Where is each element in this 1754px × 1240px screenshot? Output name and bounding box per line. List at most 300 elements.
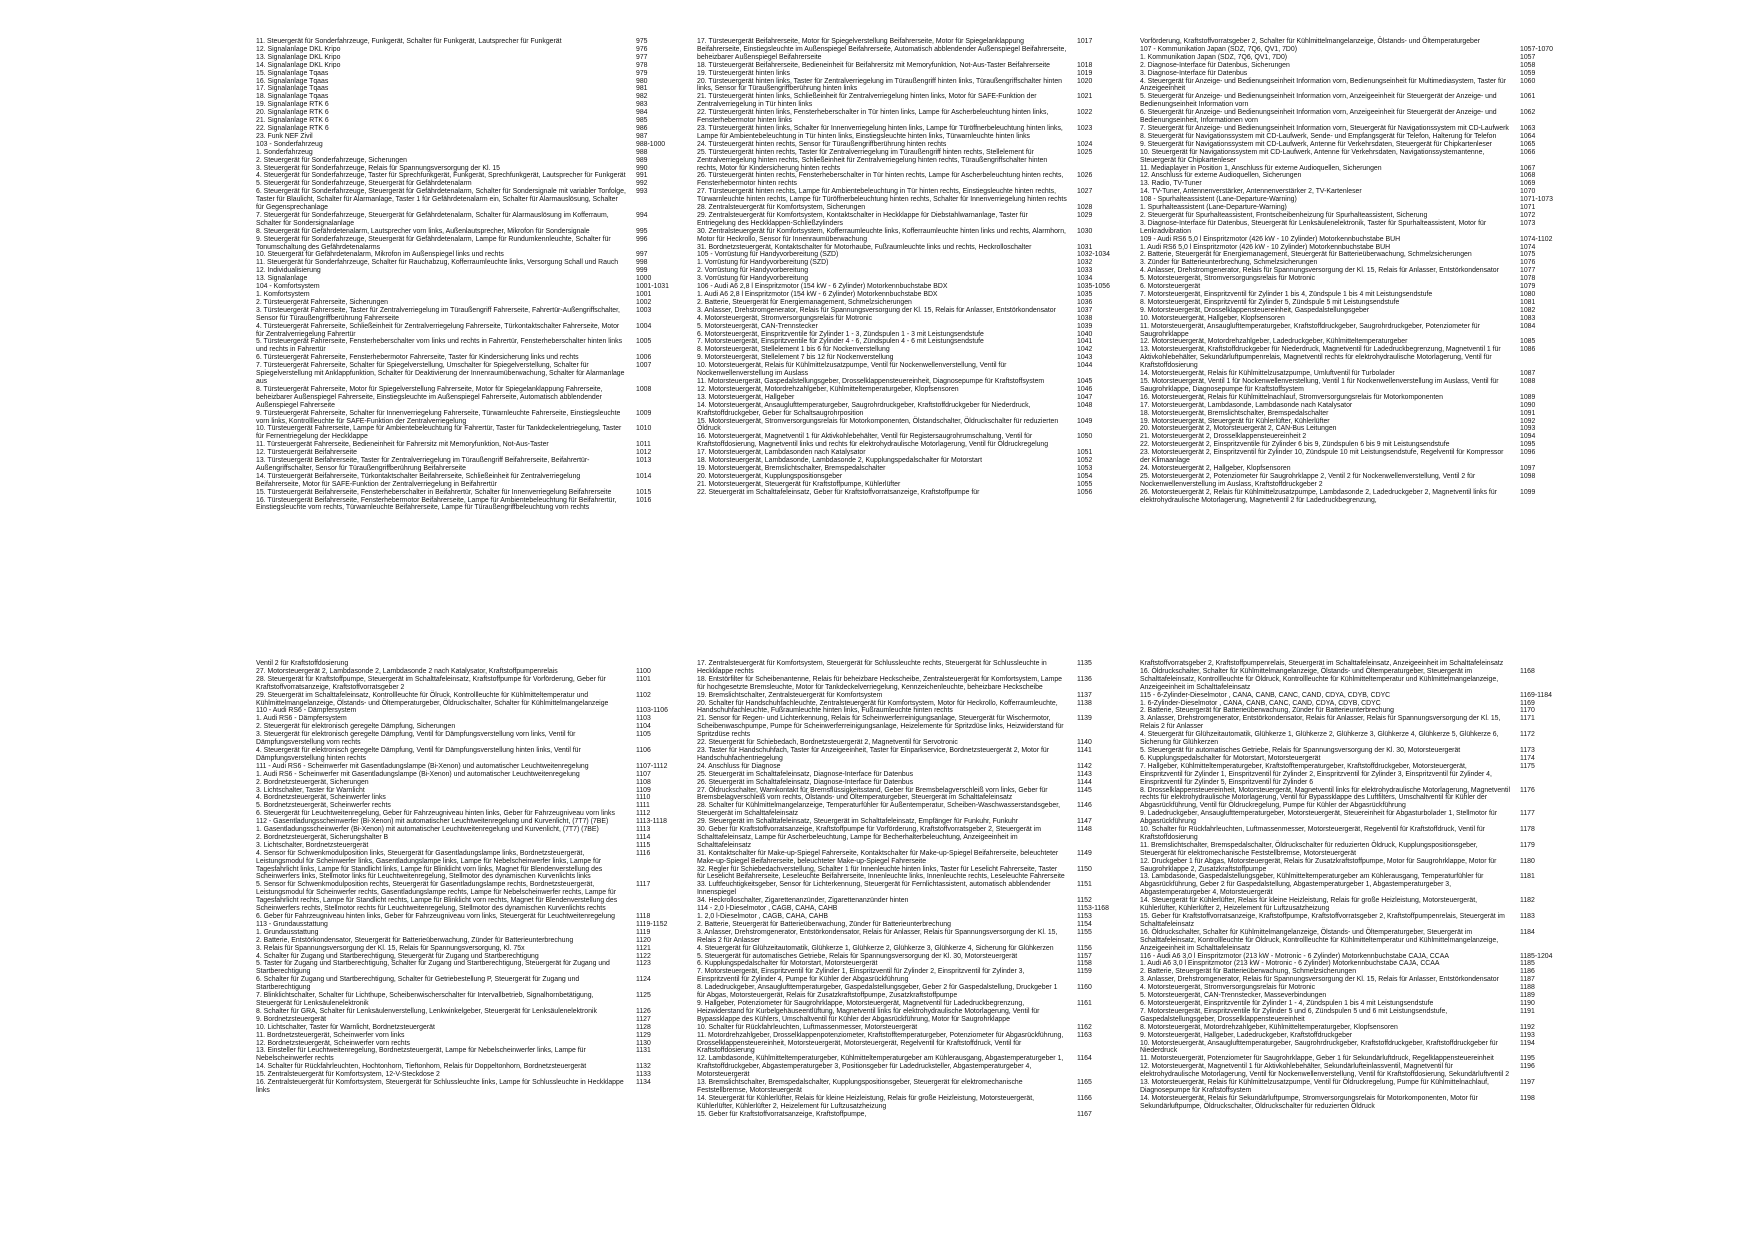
index-entry — [697, 78, 1177, 94]
index-entry — [256, 386, 736, 410]
index-entry — [256, 810, 736, 818]
entry-label: 106 - Audi A6 2,8 l Einspritzmotor (154 kW - 6 Zylinder) Motorkennbuchstabe BDX — [697, 283, 948, 291]
entry-page: 1166 — [1077, 1094, 1092, 1102]
entry-page: 1066 — [1520, 148, 1536, 156]
index-entry — [1140, 402, 1620, 410]
index-entry — [256, 188, 736, 212]
entry-label: 19. Signalanlage RTK 6 — [256, 101, 329, 109]
entry-page: 1190 — [1520, 999, 1535, 1007]
entry-page: 1198 — [1520, 1094, 1535, 1102]
entry-label: 2. Vorrüstung für Handyvorbereitung — [697, 267, 809, 275]
entry-page: 1177 — [1520, 810, 1535, 818]
entry-page: 1195 — [1520, 1055, 1535, 1063]
entry-label: 2. Diagnose-Interface für Datenbus, Sicherungen — [1140, 61, 1290, 69]
index-entry — [256, 133, 736, 141]
entry-label: 13. Radio, TV-Tuner — [1140, 180, 1202, 188]
entry-page: 1109 — [636, 786, 651, 794]
entry-label: 16. Zentralsteuergerät für Komfortsystem, Steuergerät für Schlussleuchte links, Lampe für Schlussleuchte in Heckklappe links — [256, 1079, 626, 1094]
entry-page: 1130 — [636, 1039, 651, 1047]
entry-page: 1050 — [1077, 433, 1093, 441]
index-entry — [256, 117, 736, 125]
index-column-2 — [697, 38, 1177, 497]
entry-label: 26. Steuergerät im Schalttafeleinsatz, Diagnose-Interface für Datenbus — [697, 778, 914, 786]
index-entry — [697, 291, 1177, 299]
entry-page: 1077 — [1520, 267, 1536, 275]
entry-page: 1145 — [1077, 786, 1092, 794]
index-entry — [256, 913, 736, 921]
index-entry — [697, 739, 1177, 747]
entry-label: 11. Motorsteuergerät, Potenziometer für Saugrohrklappe, Geber 1 für Sekundärluftdruck, Regelklappensteuereinheit — [1140, 1055, 1494, 1063]
entry-label: 24. Türsteuergerät hinten rechts, Sensor für Türaußengriffberührung hinten rechts — [697, 140, 947, 148]
index-entry — [697, 465, 1177, 473]
entry-label: 2. Steuergerät für Sonderfahrzeuge, Sicherungen — [256, 156, 407, 164]
index-entry — [256, 101, 736, 109]
index-entry — [256, 1024, 736, 1032]
entry-page: 1159 — [1077, 968, 1092, 976]
index-entry — [256, 787, 736, 795]
entry-page: 1112 — [636, 810, 651, 818]
entry-page: 1080 — [1520, 291, 1536, 298]
entry-label: 8. Motorsteuergerät, Motordrehzahlgeber, Kühlmitteltemperaturgeber, Klopfsensoren — [1140, 1023, 1398, 1031]
index-entry — [697, 1095, 1177, 1111]
index-entry — [1140, 212, 1620, 220]
entry-label: 11. Bordnetzsteuergerät, Scheinwerfer vorn links — [256, 1031, 405, 1039]
entry-label: 22. Steuergerät für Schiebedach, Bordnetzsteuergerät 2, Magnetventil für Servotronic — [697, 739, 958, 747]
entry-label: 9. Ladedruckgeber, Ansauglufttemperaturgeber, Motorsteuergerät, Steuereinheit für Abgasturbolader 1, Stellmotor für Abgasrückführung — [1140, 810, 1499, 826]
entry-page: 1089 — [1520, 393, 1536, 401]
index-entry — [256, 251, 736, 259]
entry-page: 1187 — [1520, 976, 1535, 984]
entry-page: 1143 — [1077, 770, 1092, 778]
index-entry — [697, 62, 1177, 70]
entry-label: 1. 2,0 l-Dieselmotor , CAGB, CAHA, CAHB — [697, 913, 828, 920]
entry-label: 3. Lichtschalter, Bordnetzsteuergerät — [256, 841, 369, 849]
entry-label: 4. Türsteuergerät Fahrerseite, Schließeinheit für Zentralverriegelung Fahrerseite, Türkontaktschalter Fahrerseite, Motor für Zentralverriegelung Fahrertür — [256, 322, 622, 338]
index-entry — [256, 323, 736, 339]
entry-label: 15. Geber für Kraftstoffvorratsanzeige, Kraftstoffpumpe, — [697, 1110, 867, 1118]
entry-page: 996 — [636, 235, 648, 243]
entry-label: 13. Motorsteuergerät, Hallgeber — [697, 393, 795, 401]
entry-page: 1179 — [1520, 841, 1535, 849]
entry-page: 1031 — [1077, 243, 1093, 251]
entry-page: 1032 — [1077, 259, 1093, 267]
entry-label: 22. Steuergerät im Schalttafeleinsatz, Geber für Kraftstoffvorratsanzeige, Kraftstoffpumpe für — [697, 488, 980, 496]
entry-page: 1113-1118 — [636, 818, 667, 826]
entry-label: 18. Signalanlage Tqaas — [256, 93, 329, 101]
entry-page: 1133 — [636, 1071, 651, 1079]
index-entry — [1140, 858, 1620, 874]
index-entry — [697, 763, 1177, 771]
entry-page: 1035 — [1077, 291, 1093, 298]
index-entry — [697, 818, 1177, 826]
entry-label: 7. Hallgeber, Kühlmitteltemperaturgeber, Kraftstofftemperaturgeber, Kraftstoffdruckgeber, Motorsteuergerät, Einspritzventil für Zylinder 1, Einspritzventil für Zylinder 2, Einspritzventil für Zylinder 3, Einspritzventil für Zylinder 4, Einspritzventil für Zylinder 5, Einspritzventil für Zylinder 6 — [1140, 762, 1494, 786]
entry-label: 20. Motorsteuergerät 2, Motorsteuergerät 2, CAN-Bus Leitungen — [1140, 425, 1337, 433]
index-entry — [1140, 418, 1620, 426]
index-entry — [1140, 370, 1620, 378]
index-entry — [256, 1032, 736, 1040]
entry-page — [1510, 38, 1600, 46]
index-entry — [1140, 489, 1620, 505]
entry-label: 18. Türsteuergerät Beifahrerseite, Bedieneinheit für Beifahrersitz mit Memoryfunktion, Not-Aus-Taster Beifahrerseite — [697, 61, 1050, 69]
index-entry — [256, 283, 736, 291]
index-entry — [697, 323, 1177, 331]
entry-page: 1086 — [1520, 346, 1536, 354]
entry-label: 6. Steuergerät für Sonderfahrzeuge, Steuergerät für Gefährdetenalarm, Schalter für Sondersignale mit variabler Tonfolge, Taster für Blaulicht, Schalter für Alarmanlage, Taster 1 für Gefährdetenalarm ein, Schalter für Alarmauslösung, Schalter für Gegensprechanlage — [256, 188, 628, 212]
entry-label: 104 - Komfortsystem — [256, 283, 320, 291]
entry-label: 12. Türsteuergerät Beifahrerseite — [256, 449, 357, 457]
entry-label: 15. Motorsteuergerät, Stromversorgungsrelais für Motorkomponenten, Ölstandschalter, Öldruckschalter für reduzierten Öldruck — [697, 417, 1061, 433]
entry-page: 1040 — [1077, 330, 1093, 338]
entry-page: 988-1000 — [636, 140, 666, 148]
index-entry — [1140, 787, 1620, 811]
entry-label: 17. Motorsteuergerät, Lambdasonde, Lambdasonde nach Katalysator — [1140, 401, 1353, 409]
entry-label: 13. Motorsteuergerät, Kraftstoffdruckgeber für Niederdruck, Magnetventil für Ladedruckbegrenzung, Magnetventil 1 für Aktivkohlebehälter, Sekundärluftpumpenrelais, Magnetventil rechts für elektrohydraulische Motorlagerung, Ventil für Kraftstoffdosierung — [1140, 346, 1503, 370]
entry-label: 28. Zentralsteuergerät für Komfortsystem, Sicherungen — [697, 204, 866, 212]
entry-page: 1196 — [1520, 1063, 1535, 1071]
index-entry — [697, 354, 1177, 362]
entry-label: 21. Türsteuergerät hinten links, Schließeinheit für Zentralverriegelung hinten links, Motor für SAFE-Funktion der Zentralverriegelung in Tür hinten links — [697, 93, 1039, 109]
index-entry — [256, 794, 736, 802]
entry-label: 10. Steuergerät für Navigationssystem mit CD-Laufwerk, Antenne für Verkehrsdaten, Navigationssystemantenne, Steuergerät für Chipkartenleser — [1140, 148, 1487, 164]
entry-page: 1009 — [636, 409, 652, 417]
index-entry — [256, 307, 736, 323]
entry-page: 1108 — [636, 778, 651, 786]
entry-label: 29. Steuergerät im Schalttafeleinsatz, Steuergerät im Schalttafeleinsatz, Empfänger für Funkuhr, Funkuhr — [697, 818, 1018, 826]
entry-label: 33. Luftfeuchtigkeitsgeber, Sensor für Lichterkennung, Steuergerät für Fernlichtassistent, automatisch abblendender Innenspiegel — [697, 881, 1053, 897]
entry-label: 2. Steuergerät für elektronisch geregelte Dämpfung, Sicherungen — [256, 723, 456, 731]
entry-label: 8. Ladedruckgeber, Ansauglufttemperaturgeber, Gaspedalstellungsgeber, Geber 2 für Gaspedalstellung, Druckgeber 1 für Abgas, Motorsteuergerät, Relais für Zusatzkraftstoffpumpe, Zusatzkraftstoffpumpe — [697, 984, 1060, 1000]
index-entry — [697, 346, 1177, 354]
index-entry — [1140, 425, 1620, 433]
index-entry — [697, 141, 1177, 149]
index-entry — [1140, 731, 1620, 747]
index-entry — [1140, 1024, 1620, 1032]
entry-page: 1101 — [636, 675, 651, 683]
index-entry — [697, 1000, 1177, 1024]
entry-label: 4. Anlasser, Drehstromgenerator, Relais für Spannungsversorgung der Kl. 15, Relais für Anlasser, Entstörkondensator — [1140, 267, 1499, 275]
entry-label: 26. Motorsteuergerät 2, Relais für Kühlmittelzusatzpumpe, Lambdasonde 2, Ladedruckgeber 2, Magnetventil links für elektrohydraulische Motorlagerung, Magnetventil 2 für Ladedruckbegrenzung, — [1140, 488, 1499, 504]
entry-label: 32. Regler für Schiebedachverstellung, Schalter 1 für Innenleuchte hinten links, Taster für Leselicht Fahrerseite, Taster für Leselicht Beifahrerseite, Leseleuchte Beifahrerseite, Innenleuchte links, Innenleuchte rechts, Leseleuchte Fahrerseite — [697, 865, 1065, 881]
entry-label: 7. Motorsteuergerät, Einspritzventile für Zylinder 5 und 6, Zündspulen 5 und 6 mit Leistungsendstufe, Gaspedalstellungsgeber, Drosselklappensteuereinheit — [1140, 1007, 1450, 1023]
entry-label: 24. Motorsteuergerät 2, Hallgeber, Klopfsensoren — [1140, 464, 1291, 472]
entry-page: 1041 — [1077, 338, 1093, 346]
entry-page: 1078 — [1520, 275, 1536, 283]
entry-label: 11. Motorsteuergerät, Gaspedalstellungsgeber, Drosselklappensteuereinheit, Diagnosepumpe für Kraftstoffsystem — [697, 377, 1045, 385]
entry-page: 1011 — [636, 441, 651, 449]
index-entry — [1140, 315, 1620, 323]
entry-page: 1176 — [1520, 786, 1535, 794]
index-entry — [1140, 449, 1620, 465]
entry-page: 1033 — [1077, 267, 1093, 275]
index-entry — [697, 929, 1177, 945]
index-entry — [1140, 378, 1620, 394]
entry-label: 4. Steuergerät für Anzeige- und Bedienungseinheit Information vorn, Bedienungseinheit für Multimediasystem, Taster für Anzeigeeinheit — [1140, 77, 1508, 93]
entry-page: 998 — [636, 259, 648, 267]
index-entry — [256, 299, 736, 307]
index-entry — [697, 433, 1177, 449]
index-entry — [697, 394, 1177, 402]
index-entry — [256, 937, 736, 945]
entry-page: 1094 — [1520, 433, 1536, 441]
index-entry — [697, 386, 1177, 394]
entry-page: 981 — [636, 85, 648, 93]
entry-label: 109 - Audi RS6 5,0 l Einspritzmotor (426 kW - 10 Zylinder) Motorkennbuchstabe BUH — [1140, 235, 1401, 243]
index-entry — [256, 771, 736, 779]
entry-page: 1113 — [636, 826, 651, 834]
entry-label: 9. Steuergerät für Sonderfahrzeuge, Steuergerät für Gefährdetenalarm, Lampe für Rundumkennleuchte, Schalter für Tonumschaltung des Gefährdetenalarms — [256, 235, 613, 251]
entry-page: 986 — [636, 124, 648, 132]
entry-label: 8. Schalter für GRA, Schalter für Lenksäulenverstellung, Lenkwinkelgeber, Steuergerät für Lenksäulenelektronik — [256, 1007, 597, 1015]
entry-page: 1053 — [1077, 464, 1093, 472]
index-entry — [697, 449, 1177, 457]
index-entry — [256, 715, 736, 723]
entry-page: 1194 — [1520, 1039, 1535, 1047]
index-entry — [256, 497, 736, 513]
entry-label: 18. Motorsteuergerät, Bremslichtschalter, Bremspedalschalter — [1140, 409, 1329, 417]
index-entry — [1140, 236, 1620, 244]
entry-label: 16. Türsteuergerät Beifahrerseite, Fensterhebermotor Beifahrerseite, Lampe für Ambientebeleuchtung für Beifahrertür, Einstiegsleuchte vorn rechts, Türwarnleuchte Beifahrerseite, Lampe für Türaußengriffbeleuchtung vorn rechts — [256, 496, 619, 512]
entry-page: 1120 — [636, 936, 651, 944]
entry-page: 1151 — [1077, 881, 1092, 889]
entry-page: 990 — [636, 164, 648, 172]
index-entry — [256, 676, 736, 692]
entry-label: 2. Bordnetzsteuergerät, Sicherungshalter B — [256, 833, 389, 841]
entry-page: 1044 — [1077, 362, 1093, 370]
entry-page: 1082 — [1520, 306, 1536, 314]
entry-label: 6. Steuergerät für Anzeige- und Bedienungseinheit Information vorn, Anzeigeeinheit für Steuergerät der Anzeige- und Bedienungseinheit, Informationen vorn — [1140, 109, 1499, 125]
entry-page: 1128 — [636, 1023, 651, 1031]
entry-page: 978 — [636, 61, 648, 69]
entry-page: 1119 — [636, 928, 651, 936]
entry-page: 1149 — [1077, 849, 1092, 857]
entry-label: 23. Taster für Handschuhfach, Taster für Anzeigeeinheit, Taster für Einparkservice, Bordnetzsteuergerät 2, Motor für Handschuhfachentriegelung — [697, 746, 1051, 762]
entry-label: 3. Diagnose-Interface für Datenbus — [1140, 69, 1248, 77]
entry-label: 3. Anlasser, Drehstromgenerator, Entstörkondensator, Relais für Anlasser, Relais für Spannungsversorgung der Kl. 15, Relais 2 für Anlasser — [1140, 715, 1503, 731]
entry-label: 9. Steuergerät für Navigationssystem mit CD-Laufwerk, Antenne für Verkehrsdaten, Steuergerät für Chipkartenleser — [1140, 140, 1492, 148]
index-entry — [1140, 473, 1620, 489]
entry-page: 1167 — [1077, 1110, 1092, 1118]
entry-page: 1073 — [1520, 219, 1536, 227]
entry-label: 14. Motorsteuergerät, Ansauglufttemperaturgeber, Saugrohrdruckgeber, Kraftstoffdruckgeber für Niederdruck, Kraftstoffdruckgeber, Geber für Schaltsaugrohrposition — [697, 401, 1033, 417]
entry-page: 1096 — [1520, 449, 1536, 457]
index-entry — [1140, 188, 1620, 196]
entry-label: 9. Motorsteuergerät, Hallgeber, Ladedruckgeber, Kraftstoffdruckgeber — [1140, 1031, 1353, 1039]
entry-page: 1064 — [1520, 132, 1536, 140]
entry-label: 11. Mediaplayer in Position 1, Anschluss für externe Audioquellen, Sicherungen — [1140, 164, 1382, 172]
entry-label: 116 - Audi A6 3,0 l Einspritzmotor (213 kW - Motronic - 6 Zylinder) Motorkennbuchstabe CAJA, CCAA — [1140, 952, 1449, 960]
index-entry — [697, 188, 1177, 204]
entry-page: 1054 — [1077, 472, 1093, 480]
entry-label: 10. Schalter für Rückfahrleuchten, Luftmassenmesser, Motorsteuergerät — [697, 1023, 918, 1031]
entry-page: 999 — [636, 267, 648, 275]
entry-label: 12. Signalanlage DKL Kripo — [256, 45, 341, 53]
index-entry — [697, 881, 1177, 897]
index-entry — [697, 315, 1177, 323]
entry-label: 1. Audi RS6 - Scheinwerfer mit Gasentladungslampe (Bi-Xenon) und automatischer Leuchtweitenregelung — [256, 770, 580, 778]
entry-label: 1. Audi A6 2,8 l Einspritzmotor (154 kW - 6 Zylinder) Motorkennbuchstabe BDX — [697, 291, 938, 298]
index-entry — [256, 802, 736, 810]
entry-page: 1021 — [1077, 93, 1093, 101]
entry-label: 14. TV-Tuner, Antennenverstärker, Antennenverstärker 2, TV-Kartenleser — [1140, 188, 1362, 196]
entry-page: 1144 — [1077, 778, 1092, 786]
index-entry — [1140, 54, 1620, 62]
index-entry — [1140, 70, 1620, 78]
index-entry — [256, 489, 736, 497]
entry-label: Vorförderung, Kraftstoffvorratsgeber 2, Schalter für Kühlmittelmangelanzeige, Ölstands- und Öltemperaturgeber — [1140, 38, 1480, 45]
index-entry — [1140, 267, 1620, 275]
index-entry — [1140, 93, 1620, 109]
entry-label: 14. Motorsteuergerät, Relais für Sekundärluftpumpe, Stromversorgungsrelais für Motorkomponenten, Motor für Sekundärluftpumpe, Öldruckschalter, Öldruckschalter für reduzierten Öldruck — [1140, 1094, 1480, 1110]
entry-page: 1153-1168 — [1077, 905, 1109, 913]
entry-label: 13. Signalanlage DKL Kripo — [256, 53, 341, 61]
index-entry — [697, 38, 1177, 62]
entry-label: 12. Druckgeber 1 für Abgas, Motorsteuergerät, Relais für Zusatzkraftstoffpumpe, Motor für Saugrohrklappe, Motor für Saugrohrklappe 2, Zusatzkraftstoffpumpe — [1140, 857, 1499, 873]
index-entry — [697, 473, 1177, 481]
entry-label: 23. Türsteuergerät hinten links, Schalter für Innenverriegelung hinten links, Lampe für Türöffnerbeleuchtung hinten links, Lampe für Ambientebeleuchtung in Tür hinten links, Einstiegsleuchte hinten links, Türwarnleuchte hinten links — [697, 124, 1065, 140]
index-entry — [1140, 1095, 1620, 1111]
entry-page: 1189 — [1520, 992, 1535, 1000]
entry-page: 1154 — [1077, 920, 1092, 928]
index-entry — [256, 921, 736, 929]
index-entry — [256, 172, 736, 180]
entry-label: 11. Motordrehzahlgeber, Drosselklappenpotenziometer, Kraftstofftemperaturgeber, Potenziometer für Abgasrückführung, Drosselklappensteuereinheit, Motorsteuergerät, Motorsteuergerät, Regelventil für Kraftstoffdruck, Ventil für Kraftstoffdosierung — [697, 1031, 1066, 1055]
entry-page: 1075 — [1520, 251, 1536, 259]
index-entry — [256, 779, 736, 787]
index-entry — [1140, 755, 1620, 763]
entry-page: 1114 — [636, 833, 651, 841]
index-entry — [1140, 196, 1620, 204]
entry-label: 2. Batterie, Steuergerät für Energiemanagement, Steuergerät für Batterieüberwachung, Schmelzsicherungen — [1140, 251, 1472, 259]
entry-page: 1175 — [1520, 762, 1535, 770]
entry-label: 12. Individualisierung — [256, 267, 321, 275]
entry-label: 18. Entstörfilter für Scheibenantenne, Relais für beheizbare Heckscheibe, Zentralsteuergerät für Komfortsystem, Lampe für hochgesetzte Bremsleuchte, Motor für Tankdeckelverriegelung, Kennzeichenleuchte, beheizbare Heckscheibe — [697, 675, 1064, 691]
entry-page: 1117 — [636, 881, 651, 889]
entry-page: 1162 — [1077, 1023, 1092, 1031]
entry-label: 34. Heckrolloschalter, Zigarettenanzünder, Zigarettenanzünder hinten — [697, 897, 909, 905]
entry-label: 15. Zentralsteuergerät für Komfortsystem, 12-V-Steckdose 2 — [256, 1071, 440, 1079]
index-entry — [256, 228, 736, 236]
entry-page: 1140 — [1077, 739, 1092, 747]
index-entry — [1140, 984, 1620, 992]
entry-page: 982 — [636, 93, 648, 101]
entry-page: 1056 — [1077, 488, 1093, 496]
index-entry — [697, 1079, 1177, 1095]
entry-page: 1197 — [1520, 1079, 1535, 1087]
entry-label: 11. Steuergerät für Sonderfahrzeuge, Schalter für Rauchabzug, Kofferraumleuchte links, Versorgung Schall und Rauch — [256, 259, 619, 267]
index-entry — [256, 1008, 736, 1016]
entry-page: 994 — [636, 211, 648, 219]
entry-label: 6. Türsteuergerät Fahrerseite, Fensterhebermotor Fahrerseite, Taster für Kindersicherung links und rechts — [256, 354, 579, 362]
index-entry — [1140, 251, 1620, 259]
entry-page: 1191 — [1520, 1007, 1535, 1015]
index-entry — [256, 125, 736, 133]
index-entry — [256, 449, 736, 457]
entry-label: 1. Vorrüstung für Handyvorbereitung (SZD) — [697, 259, 829, 267]
entry-page: 1185 — [1520, 960, 1535, 968]
entry-label: 1. Spurhalteassistent (Lane-Departure-Warning) — [1140, 204, 1287, 212]
index-entry — [256, 267, 736, 275]
entry-page: 1185-1204 — [1520, 952, 1553, 960]
entry-page: 1173 — [1520, 746, 1535, 754]
index-entry — [256, 660, 736, 668]
index-entry — [256, 291, 736, 299]
entry-label: 7. Motorsteuergerät, Einspritzventile für Zylinder 4 - 6, Zündspulen 4 - 6 mit Leistungsendstufe — [697, 338, 984, 346]
entry-label: 22. Motorsteuergerät 2, Einspritzventile für Zylinder 6 bis 9, Zündspulen 6 bis 9 mit Leistungsendstufe — [1140, 441, 1450, 449]
entry-label: 30. Zentralsteuergerät für Komfortsystem, Kofferraumleuchte links, Kofferraumleuchte hinten links und rechts, Alarmhorn, Motor für Heckrollo, Sensor für Innenraumüberwachung — [697, 227, 1068, 243]
index-entry — [1140, 291, 1620, 299]
entry-label: 17. Signalanlage Tqaas — [256, 85, 329, 93]
entry-label: 13. Bremslichtschalter, Bremspedalschalter, Kupplungspositionsgeber, Steuergerät für elektromechanische Feststellbremse, Motorsteuergerät — [697, 1079, 1025, 1094]
entry-page: 1005 — [636, 338, 652, 346]
entry-label: 4. Motorsteuergerät, Stromversorgungsrelais für Motronic — [1140, 984, 1316, 992]
index-entry — [1140, 323, 1620, 339]
entry-label: 31. Bordnetzsteuergerät, Kontaktschalter für Motorhaube, Fußraumleuchte links und rechts, Heckrolloschalter — [697, 243, 1032, 251]
entry-page: 1008 — [636, 385, 652, 393]
index-entry — [697, 921, 1177, 929]
index-entry — [697, 125, 1177, 141]
entry-label: 4. Steuergerät für Sonderfahrzeuge, Taster für Sprechfunkgerät, Funkgerät, Sprechfunkgerät, Lautsprecher für Funkgerät — [256, 172, 626, 180]
entry-page: 1165 — [1077, 1079, 1092, 1087]
index-entry — [1140, 149, 1620, 165]
entry-page: 1171 — [1520, 715, 1535, 723]
entry-page: 1084 — [1520, 322, 1536, 330]
entry-label: 7. Motorsteuergerät, Einspritzventil für Zylinder 1, Einspritzventil für Zylinder 2, Einspritzventil für Zylinder 3, Einspritzventil für Zylinder 4, Pumpe für Kühler der Abgasrückführung — [697, 968, 1027, 984]
entry-label: 14. Steuergerät für Kühlerlüfter, Relais für kleine Heizleistung, Relais für große Heizleistung, Motorsteuergerät, Kühlerlüfter, Kühlerlüfter 2, Heizelement für Luftzusatzheizung — [1140, 897, 1479, 913]
entry-label: 16. Öldruckschalter, Schalter für Kühlmittelmangelanzeige, Ölstands- und Öltemperaturgeber, Steuergerät im Schalttafeleinsatz, Kontrollleuchte für Öldruck, Kontrollleuchte für Kühlmitteltemperatur und Kühlmittelmangelanzeige, Anzeigeeinheit im Schalttafeleinsatz — [1140, 667, 1500, 691]
entry-label: 114 - 2,0 l-Dieselmotor , CAGB, CAHA, CAHB — [697, 905, 838, 913]
index-entry — [1140, 992, 1620, 1000]
entry-label: 20. Türsteuergerät hinten links, Taster für Zentralverriegelung im Türaußengriff hinten links, Türaußengriffschalter hinten links, Sensor für Türaußengriffberührung hinten links — [697, 77, 1064, 93]
entry-page: 1025 — [1077, 148, 1093, 156]
index-entry — [697, 149, 1177, 173]
index-entry — [256, 834, 736, 842]
entry-page: 1042 — [1077, 346, 1093, 354]
entry-label: 2. Steuergerät für Spurhalteassistent, Frontscheibenheizung für Spurhalteassistent, Sicherung — [1140, 211, 1428, 219]
entry-label: 26. Türsteuergerät hinten rechts, Fensterheberschalter in Tür hinten rechts, Lampe für Ascherbeleuchtung hinten rechts, Fensterhebermotor hinten rechts — [697, 172, 1066, 188]
index-entry — [697, 1111, 1177, 1119]
entry-label: 8. Steuergerät für Navigationssystem mit CD-Laufwerk, Sende- und Empfangsgerät für Telefon, Halterung für Telefon — [1140, 132, 1497, 140]
entry-page: 1153 — [1077, 913, 1092, 920]
index-entry — [256, 842, 736, 850]
index-column-3 — [1140, 38, 1620, 504]
entry-label: 16. Motorsteuergerät, Relais für Kühlmittelnachlauf, Stromversorgungsrelais für Motorkomponenten — [1140, 393, 1443, 401]
entry-page: 1060 — [1520, 77, 1536, 85]
entry-label: 2. Türsteuergerät Fahrerseite, Sicherungen — [256, 298, 389, 306]
entry-label: 29. Zentralsteuergerät für Komfortsystem, Kontaktschalter in Heckklappe für Diebstahlwarnanlage, Taster für Entriegelung des Heckklappen-Schließzylinders — [697, 211, 1030, 227]
entry-label: Ventil 2 für Kraftstoffdosierung — [256, 660, 349, 667]
index-entry — [1140, 968, 1620, 976]
index-entry — [697, 715, 1177, 739]
index-entry — [1140, 826, 1620, 842]
entry-page: 1030 — [1077, 227, 1093, 235]
entry-label: 1. Gasentladungsscheinwerfer (Bi-Xenon) mit automatischer Leuchtweitenregelung und Kurvenlicht, (7T7) (7BE) — [256, 826, 599, 834]
entry-page: 1074 — [1520, 243, 1536, 251]
entry-label: 15. Geber für Kraftstoffvorratsanzeige, Kraftstoffpumpe, Kraftstoffvorratsgeber 2, Kraftstoffpumpenrelais, Steuergerät im Schalttafeleinsatz — [1140, 913, 1507, 928]
index-entry — [697, 244, 1177, 252]
entry-page: 1131 — [636, 1047, 651, 1055]
index-entry — [697, 457, 1177, 465]
entry-label: 20. Schalter für Handschuhfachleuchte, Zentralsteuergerät für Komfortsystem, Motor für Heckrollo, Kofferraumleuchte, Handschuhfachleuchte, Fußraumleuchte hinten links, Fußraumleuchte hinten rechts — [697, 699, 1060, 715]
entry-label: 13. Motorsteuergerät, Relais für Kühlmittelzusatzpumpe, Ventil für Öldruckregelung, Pumpe für Kühlmittelnachlauf, Diagnosepumpe für Kraftstoffsystem — [1140, 1079, 1491, 1094]
entry-label: 5. Steuergerät für Anzeige- und Bedienungseinheit Information vorn, Anzeigeeinheit für Steuergerät der Anzeige- und Bedienungseinheit Information vorn — [1140, 93, 1499, 109]
entry-page: 1057-1070 — [1520, 45, 1553, 53]
index-entry — [256, 109, 736, 117]
entry-page: 1098 — [1520, 472, 1536, 480]
index-entry — [1140, 346, 1620, 370]
index-entry — [697, 984, 1177, 1000]
entry-page: 1150 — [1077, 865, 1092, 873]
index-entry — [1140, 165, 1620, 173]
